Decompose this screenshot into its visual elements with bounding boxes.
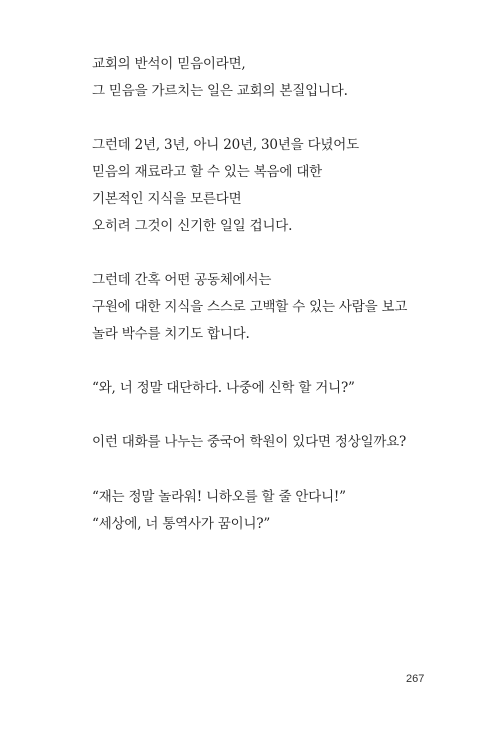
- paragraph-1-line-1: 교회의 반석이 믿음이라면,: [92, 56, 246, 72]
- paragraph-3-line-1: 그런데 간혹 어떤 공동체에서는: [92, 272, 272, 288]
- paragraph-question: 이런 대화를 나누는 중국어 학원이 있다면 정상일까요?: [92, 434, 407, 450]
- paragraph-2-line-2: 믿음의 재료라고 할 수 있는 복음에 대한: [92, 164, 323, 180]
- paragraph-3-line-3: 놀라 박수를 치기도 합니다.: [92, 326, 250, 342]
- page-number: 267: [406, 673, 425, 685]
- paragraph-3-line-2: 구원에 대한 지식을 스스로 고백할 수 있는 사람을 보고: [92, 299, 408, 315]
- dialogue-quote-3: “세상에, 너 통역사가 꿈이니?”: [92, 516, 271, 532]
- paragraph-1-line-2: 그 믿음을 가르치는 일은 교회의 본질입니다.: [92, 83, 348, 99]
- paragraph-2-line-3: 기본적인 지식을 모른다면: [92, 191, 242, 207]
- paragraph-2-line-1: 그런데 2년, 3년, 아니 20년, 30년을 다녔어도: [92, 137, 359, 153]
- dialogue-quote-2: “재는 정말 놀라워! 니하오를 할 줄 안다니!”: [92, 489, 346, 505]
- paragraph-2-line-4: 오히려 그것이 신기한 일일 겁니다.: [92, 218, 293, 234]
- dialogue-quote-1: “와, 너 정말 대단하다. 나중에 신학 할 거니?”: [92, 380, 355, 396]
